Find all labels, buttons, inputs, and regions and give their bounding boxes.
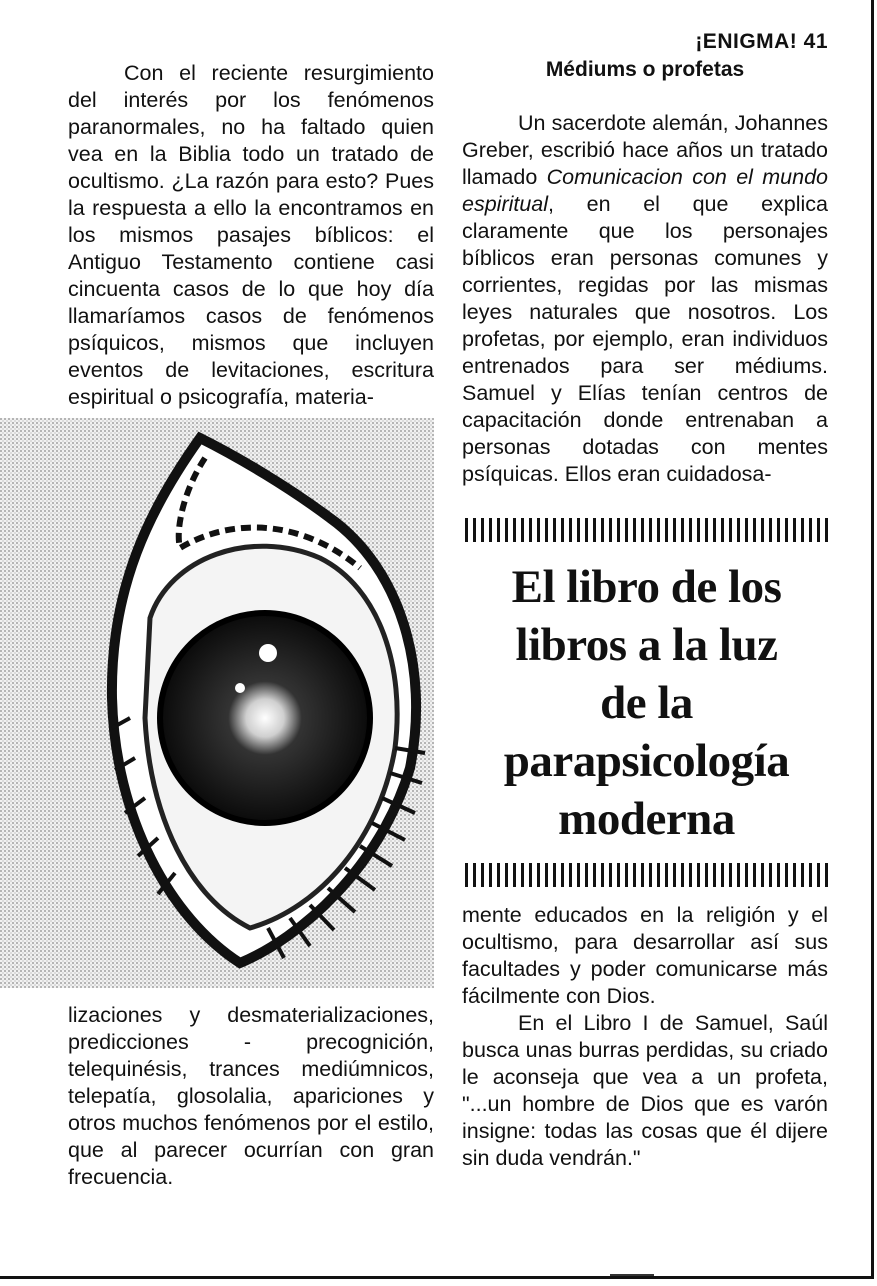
headline-line-4: parapsicología — [503, 735, 790, 787]
samuel-paragraph: En el Libro I de Samuel, Saúl busca unas burras perdidas, su criado le aconseja que vea a un profeta, "...un hombre de Dios que es varón insigne: todas las cosas que él dijere sin duda vendrán." — [462, 1011, 828, 1170]
headline-line-5: moderna — [558, 793, 735, 845]
left-column-continuation-block — [68, 1002, 434, 1191]
education-paragraph: mente educados en la religión y el ocultismo, para desarrollar así sus facultades y poder comunicarse más fácilmente con Dios. — [462, 903, 828, 1008]
intro-paragraph: Con el reciente resurgimiento del interés por los fenómenos paranormales, no ha faltado quien vea en la Biblia todo un tratado de ocultismo. ¿La razón para esto? Pues la respuesta a ello la encontramos en los mismos pasajes bíblicos: el Antiguo Testamento contiene casi cincuenta casos de lo que hoy día llamaríamos casos de fenómenos psíquicos, mismos que incluyen eventos de levitaciones, escritura espiritual o psicografía, materia- — [68, 61, 434, 409]
continuation-paragraph: lizaciones y desmaterializaciones, predicciones - precognición, telequinésis, trances mediúmnicos, telepatía, glosolalia, apariciones y otros muchos fenómenos por el estilo, que al parecer ocurrían con gran frecuencia. — [68, 1003, 434, 1189]
headline — [465, 558, 828, 848]
right-column-top-block — [462, 28, 828, 488]
greber-paragraph — [462, 110, 828, 488]
greber-text-after: , en el que explica claramente que los personajes bíblicos eran personas comunes y corrientes, regidas por las mismas leyes naturales que nosotros. Los profetas, por ejemplo, eran individuos entrenados para ser médiums. Samuel y Elías tenían centros de capacitación donde entrenaban a personas dotadas con mentes psíquicas. Ellos eran cuidadosa- — [462, 192, 828, 486]
footer-mark — [610, 1274, 654, 1276]
greber-text-before: Un sacerdote alemán, Johannes Greber, escribió hace años un tratado llamado — [462, 111, 828, 189]
eye-illustration-svg — [0, 418, 434, 988]
headline-line-3: de la — [600, 677, 693, 729]
decorative-bar-top — [465, 518, 828, 542]
running-title: ¡ENIGMA! 41 — [695, 30, 828, 53]
eye-illustration-icon — [0, 418, 434, 988]
book-title: Comunicacion con el mundo espiritual — [462, 165, 828, 216]
section-title: Médiums o profetas — [545, 58, 745, 81]
left-column-intro-block — [68, 60, 434, 411]
decorative-bar-bottom — [465, 863, 828, 887]
headline-line-1: El libro de los — [511, 561, 782, 613]
headline-line-2: libros a la luz — [515, 619, 778, 671]
right-column-bottom-block — [462, 902, 828, 1172]
